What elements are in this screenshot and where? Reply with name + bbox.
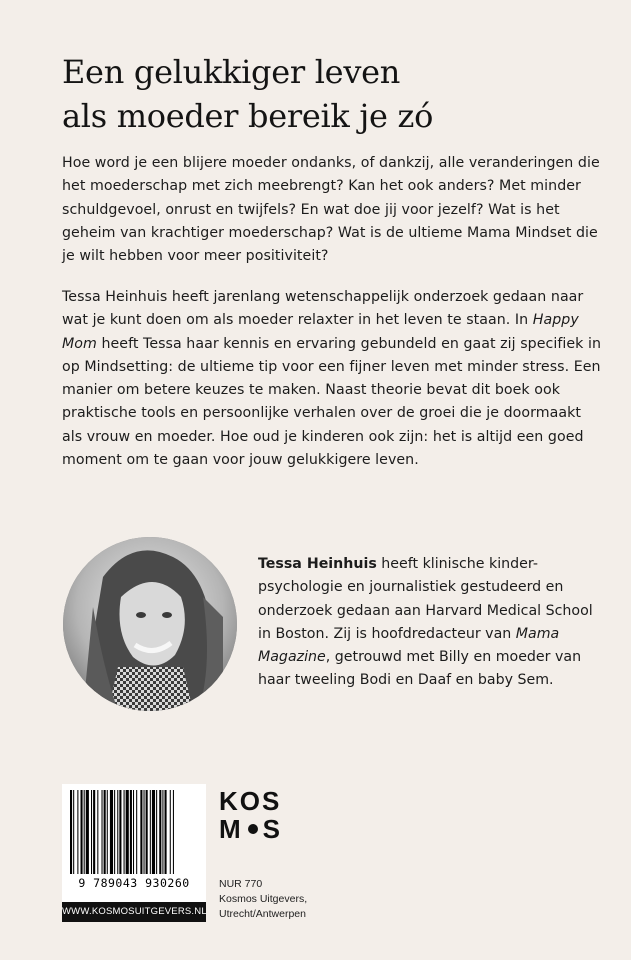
barcode-bar: [97, 790, 98, 874]
barcode-bar: [165, 790, 167, 874]
book-title: [62, 50, 602, 138]
barcode-bar: [136, 790, 137, 874]
logo-row-2: [219, 815, 299, 843]
barcode-bar: [159, 790, 161, 874]
barcode-bar: [70, 790, 72, 874]
blurb-paragraph-2: [62, 286, 602, 472]
author-bio: [258, 553, 598, 693]
barcode-bar: [107, 790, 108, 874]
title-line-2: als moeder bereik je zó: [62, 97, 434, 135]
isbn-number: 9 789043 930260: [78, 876, 190, 890]
logo-letter-s: S: [262, 814, 283, 844]
barcode-bar: [140, 790, 142, 874]
bio-text-2: , getrouwd met Billy en moeder van haar tweeling Bodi en Daaf en baby Sem.: [258, 649, 582, 689]
bio-text-1: heeft klinische kinder-psychologie en journalistiek gestudeerd en onderzoek gedaan aan Harvard Medical School in Boston. Zij is hoofdredacteur van: [258, 556, 593, 642]
barcode-bar: [144, 790, 145, 874]
isbn-barcode: [62, 784, 206, 922]
barcode-bar: [84, 790, 85, 874]
publisher-location: Utrecht/Antwerpen: [219, 908, 306, 920]
logo-row-1: KOS: [219, 786, 282, 816]
barcode-bar: [104, 790, 106, 874]
website-label: WWW.KOSMOSUITGEVERS.NL: [62, 902, 206, 922]
barcode-bar: [110, 790, 113, 874]
nur-code: NUR 770: [219, 878, 263, 890]
barcode-bar: [170, 790, 171, 874]
blurb-rest: heeft Tessa haar kennis en ervaring gebundeld en gaat zij specifiek in op Mindsetting: de ultieme tip voor een fijner leven met minder stress. Een manier om betere keuzes te maken. Naast theorie bevat dit boek ook praktische tools en persoonlijke verhalen over de groei die je doormaakt als vrouw en moeder. Hoe oud je kinderen ook zijn: het is altijd een goed moment om te gaan voor jouw gelukkigere leven.: [62, 335, 601, 469]
barcode-bar: [156, 790, 157, 874]
barcode-bar: [119, 790, 121, 874]
title-line-1: Een gelukkiger leven: [62, 53, 401, 91]
barcode-bar: [114, 790, 115, 874]
barcode-bar: [93, 790, 95, 874]
barcode-bar: [133, 790, 134, 874]
barcode-bar: [73, 790, 74, 874]
barcode-bar: [77, 790, 78, 874]
barcode-bar: [173, 790, 174, 874]
barcode-bar: [124, 790, 125, 874]
blurb-intro: Tessa Heinhuis heeft jarenlang wetenschappelijk onderzoek gedaan naar wat je kunt doen om als moeder relaxter in het leven te staan. In: [62, 289, 584, 329]
barcode-bars: [68, 790, 200, 876]
publisher-name: Kosmos Uitgevers,: [219, 893, 308, 905]
barcode-bar: [117, 790, 118, 874]
barcode-bar: [146, 790, 148, 874]
blurb-paragraph-1: Hoe word je een blijere moeder ondanks, of dankzij, alle veranderingen die het moederschap met zich meebrengt? Kan het ook anders? Met minder schuldgevoel, onrust en twijfels? En wat doe jij voor jezelf? Wat is het geheim van krachtiger moederschap? Wat is de ultieme Mama Mindset die je wilt hebben voor meer positiviteit?: [62, 155, 600, 265]
book-name: Happy Mom: [62, 312, 579, 352]
barcode-bar: [81, 790, 83, 874]
barcode-bar: [150, 790, 151, 874]
imprint: [219, 877, 369, 922]
barcode-bar: [162, 790, 163, 874]
logo-dot-icon: [248, 824, 258, 834]
author-photo: [63, 537, 237, 711]
barcode-bar: [86, 790, 89, 874]
barcode-bar: [102, 790, 103, 874]
barcode-bar: [152, 790, 155, 874]
author-name: Tessa Heinhuis: [258, 556, 377, 572]
magazine-name: Mama Magazine: [258, 625, 560, 666]
logo-letter-m: M: [219, 814, 243, 844]
barcode-bar: [91, 790, 92, 874]
barcode-bar: [130, 790, 132, 874]
barcode-bar: [126, 790, 129, 874]
kosmos-logo: [219, 787, 299, 843]
